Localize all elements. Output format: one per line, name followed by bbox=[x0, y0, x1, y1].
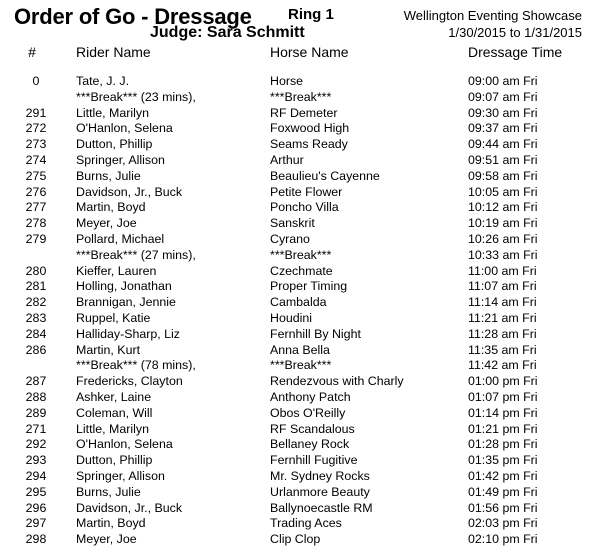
rider-name: Ashker, Laine bbox=[76, 389, 152, 404]
dressage-time: 10:19 am Fri bbox=[468, 216, 538, 231]
horse-name: Ballynoecastle RM bbox=[270, 500, 373, 515]
horse-name: Seams Ready bbox=[270, 137, 348, 152]
dressage-time: 11:14 am Fri bbox=[468, 295, 537, 310]
row-number: 284 bbox=[25, 326, 47, 341]
horse-name: RF Demeter bbox=[270, 105, 338, 120]
rider-name: Little, Marilyn bbox=[76, 421, 149, 436]
rider-name: ***Break*** (23 mins), bbox=[76, 89, 196, 104]
horse-name: Fernhill Fugitive bbox=[270, 453, 358, 468]
row-number: 287 bbox=[25, 374, 47, 389]
dressage-time: 10:05 am Fri bbox=[468, 184, 538, 199]
table-row bbox=[0, 106, 600, 122]
dressage-time: 09:30 am Fri bbox=[468, 105, 538, 120]
horse-name: Obos O'Reilly bbox=[270, 405, 346, 420]
dressage-time: 01:56 pm Fri bbox=[468, 500, 538, 515]
row-number: 276 bbox=[25, 184, 47, 199]
rider-name: ***Break*** (27 mins), bbox=[76, 247, 196, 262]
horse-name: Rendezvous with Charly bbox=[270, 374, 404, 389]
rider-name: Burns, Julie bbox=[76, 168, 141, 183]
rider-name: Pollard, Michael bbox=[76, 231, 165, 246]
row-number: 0 bbox=[32, 74, 40, 88]
rider-name: Meyer, Joe bbox=[76, 216, 137, 231]
horse-name: Foxwood High bbox=[270, 121, 350, 136]
dressage-time: 11:35 am Fri bbox=[468, 342, 537, 357]
table-row bbox=[0, 406, 600, 422]
ring-label: Ring 1 bbox=[288, 6, 334, 23]
horse-name: Cambalda bbox=[270, 295, 327, 310]
rider-name: Davidson, Jr., Buck bbox=[76, 184, 183, 199]
dressage-time: 10:12 am Fri bbox=[468, 200, 538, 215]
table-row bbox=[0, 185, 600, 201]
row-number: 291 bbox=[25, 105, 47, 120]
rider-name: ***Break*** (78 mins), bbox=[76, 358, 196, 373]
dressage-time: 10:33 am Fri bbox=[468, 247, 538, 262]
horse-name: Beaulieu's Cayenne bbox=[270, 168, 380, 183]
row-number: 273 bbox=[25, 137, 47, 152]
table-row bbox=[0, 422, 600, 438]
horse-name: Poncho Villa bbox=[270, 200, 339, 215]
row-number: 292 bbox=[25, 437, 47, 452]
rider-name: Martin, Boyd bbox=[76, 516, 146, 531]
horse-name: RF Scandalous bbox=[270, 421, 355, 436]
table-row bbox=[0, 279, 600, 295]
dressage-time: 01:35 pm Fri bbox=[468, 453, 538, 468]
table-row bbox=[0, 153, 600, 169]
table-row bbox=[0, 501, 600, 517]
horse-name: Horse bbox=[270, 74, 304, 88]
dressage-time: 09:37 am Fri bbox=[468, 121, 538, 136]
row-number: 298 bbox=[25, 532, 47, 547]
dressage-time: 11:21 am Fri bbox=[468, 310, 537, 325]
horse-name: Urlanmore Beauty bbox=[270, 484, 370, 499]
horse-name: Arthur bbox=[270, 152, 304, 167]
row-number: 286 bbox=[25, 342, 47, 357]
table-row bbox=[0, 453, 600, 469]
dressage-time: 01:00 pm Fri bbox=[468, 374, 538, 389]
column-header-time: Dressage Time bbox=[468, 44, 563, 60]
rider-name: Brannigan, Jennie bbox=[76, 295, 176, 310]
table-row bbox=[0, 295, 600, 311]
row-number: 272 bbox=[25, 121, 47, 136]
horse-name: Cyrano bbox=[270, 231, 310, 246]
row-number: 283 bbox=[25, 310, 47, 325]
dressage-time: 11:00 am Fri bbox=[468, 263, 537, 278]
dressage-time: 02:10 pm Fri bbox=[468, 532, 538, 547]
dressage-time: 09:07 am Fri bbox=[468, 89, 538, 104]
dressage-time: 01:07 pm Fri bbox=[468, 389, 538, 404]
horse-name: Sanskrit bbox=[270, 216, 315, 231]
dressage-time: 01:42 pm Fri bbox=[468, 468, 538, 483]
horse-name: Proper Timing bbox=[270, 279, 348, 294]
dressage-time: 02:03 pm Fri bbox=[468, 516, 538, 531]
dressage-time: 10:26 am Fri bbox=[468, 231, 538, 246]
rider-name: Halliday-Sharp, Liz bbox=[76, 326, 180, 341]
horse-name: Petite Flower bbox=[270, 184, 343, 199]
rider-name: Little, Marilyn bbox=[76, 105, 149, 120]
table-row bbox=[0, 74, 600, 90]
table-row bbox=[0, 516, 600, 532]
rider-name: Coleman, Will bbox=[76, 405, 153, 420]
rider-name: Dutton, Phillip bbox=[76, 453, 153, 468]
dressage-time: 01:21 pm Fri bbox=[468, 421, 538, 436]
table-row bbox=[0, 358, 600, 374]
row-number: 278 bbox=[25, 216, 47, 231]
row-number: 297 bbox=[25, 516, 47, 531]
rider-name: Springer, Allison bbox=[76, 468, 165, 483]
horse-name: Clip Clop bbox=[270, 532, 321, 547]
table-row bbox=[0, 390, 600, 406]
dressage-time: 01:14 pm Fri bbox=[468, 405, 538, 420]
row-number: 277 bbox=[25, 200, 47, 215]
horse-name: Trading Aces bbox=[270, 516, 342, 531]
table-row bbox=[0, 311, 600, 327]
column-header-horse: Horse Name bbox=[270, 44, 349, 60]
rider-name: Ruppel, Katie bbox=[76, 310, 151, 325]
dressage-time: 09:58 am Fri bbox=[468, 168, 538, 183]
row-number: 274 bbox=[25, 152, 47, 167]
dressage-time: 11:42 am Fri bbox=[468, 358, 537, 373]
row-number: 281 bbox=[25, 279, 47, 294]
row-number: 293 bbox=[25, 453, 47, 468]
table-row bbox=[0, 343, 600, 359]
rider-name: Springer, Allison bbox=[76, 152, 165, 167]
dressage-time: 01:28 pm Fri bbox=[468, 437, 538, 452]
dressage-time: 11:28 am Fri bbox=[468, 326, 537, 341]
table-row bbox=[0, 137, 600, 153]
table-row bbox=[0, 248, 600, 264]
row-number: 295 bbox=[25, 484, 47, 499]
rider-name: Fredericks, Clayton bbox=[76, 374, 183, 389]
rider-name: Kieffer, Lauren bbox=[76, 263, 157, 278]
table-row bbox=[0, 437, 600, 453]
rider-name: Martin, Boyd bbox=[76, 200, 146, 215]
row-number: 279 bbox=[25, 231, 47, 246]
table-row bbox=[0, 232, 600, 248]
rider-name: Martin, Kurt bbox=[76, 342, 141, 357]
table-row bbox=[0, 200, 600, 216]
show-name: Wellington Eventing Showcase bbox=[403, 8, 582, 23]
table-row bbox=[0, 264, 600, 280]
rider-name: O'Hanlon, Selena bbox=[76, 121, 173, 136]
column-header-rider: Rider Name bbox=[76, 44, 151, 60]
dressage-time: 09:00 am Fri bbox=[468, 74, 538, 88]
rider-name: Meyer, Joe bbox=[76, 532, 137, 547]
row-number: 275 bbox=[25, 168, 47, 183]
horse-name: Anna Bella bbox=[270, 342, 330, 357]
row-number: 289 bbox=[25, 405, 47, 420]
horse-name: ***Break*** bbox=[270, 247, 332, 262]
table-row bbox=[0, 374, 600, 390]
dressage-time: 01:49 pm Fri bbox=[468, 484, 538, 499]
horse-name: ***Break*** bbox=[270, 89, 332, 104]
table-row bbox=[0, 216, 600, 232]
table-row bbox=[0, 469, 600, 485]
horse-name: Bellaney Rock bbox=[270, 437, 350, 452]
order-of-go-table bbox=[0, 74, 600, 548]
table-row bbox=[0, 485, 600, 501]
row-number: 280 bbox=[25, 263, 47, 278]
judge-line: Judge: Sara Schmitt bbox=[150, 24, 305, 41]
horse-name: Anthony Patch bbox=[270, 389, 351, 404]
table-row bbox=[0, 532, 600, 548]
horse-name: Fernhill By Night bbox=[270, 326, 361, 341]
table-row bbox=[0, 327, 600, 343]
horse-name: ***Break*** bbox=[270, 358, 332, 373]
row-number: 282 bbox=[25, 295, 47, 310]
horse-name: Czechmate bbox=[270, 263, 333, 278]
column-header-number: # bbox=[28, 44, 36, 60]
rider-name: O'Hanlon, Selena bbox=[76, 437, 173, 452]
row-number: 294 bbox=[25, 468, 47, 483]
table-row bbox=[0, 121, 600, 137]
rider-name: Davidson, Jr., Buck bbox=[76, 500, 183, 515]
rider-name: Tate, J. J. bbox=[76, 74, 130, 88]
rider-name: Dutton, Phillip bbox=[76, 137, 153, 152]
dressage-time: 11:07 am Fri bbox=[468, 279, 537, 294]
row-number: 271 bbox=[25, 421, 47, 436]
horse-name: Houdini bbox=[270, 310, 313, 325]
horse-name: Mr. Sydney Rocks bbox=[270, 468, 370, 483]
rider-name: Burns, Julie bbox=[76, 484, 141, 499]
table-row bbox=[0, 169, 600, 185]
row-number: 288 bbox=[25, 389, 47, 404]
table-row bbox=[0, 90, 600, 106]
row-number: 296 bbox=[25, 500, 47, 515]
dressage-time: 09:51 am Fri bbox=[468, 152, 538, 167]
page-title: Order of Go - Dressage bbox=[14, 4, 252, 29]
show-dates: 1/30/2015 to 1/31/2015 bbox=[448, 25, 582, 40]
rider-name: Holling, Jonathan bbox=[76, 279, 172, 294]
dressage-time: 09:44 am Fri bbox=[468, 137, 538, 152]
